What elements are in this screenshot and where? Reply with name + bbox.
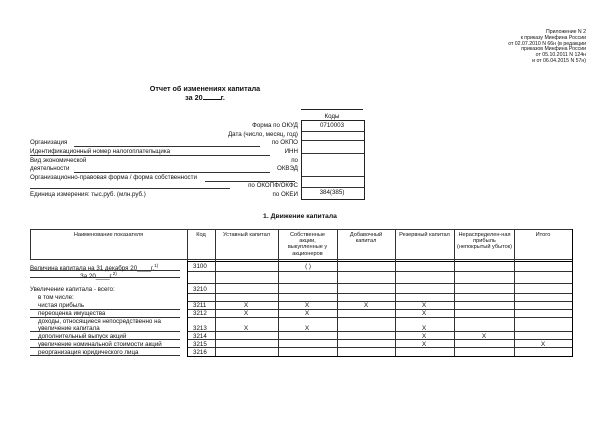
col-header-total: Итого [535, 232, 551, 238]
cell-mark: X [421, 310, 427, 317]
okud-code: 0710003 [319, 122, 345, 129]
appendix-line: от 02.07.2010 N 66н (в редакции [508, 40, 586, 47]
cell-mark: X [481, 333, 487, 340]
okud-label: Форма по ОКУД [252, 122, 298, 129]
cell-mark: X [243, 325, 249, 332]
row-label: доходы, относящиеся непосредственно на [38, 318, 161, 325]
row-label: За 20____г.$^{2)}$ [80, 271, 117, 281]
row-code: 3211 [193, 302, 207, 309]
section-title: 1. Движение капитала [263, 213, 337, 220]
col-header-charter: Уставный капитал [222, 232, 271, 238]
appendix-line: от 05.10.2011 N 124н [535, 52, 586, 59]
codes-header: Коды [324, 113, 340, 120]
appendix-note [480, 30, 586, 65]
activity-label-2: деятельности [30, 165, 70, 172]
row-code: 3214 [193, 333, 207, 340]
okved-label: ОКВЭД [277, 165, 298, 172]
report-title [120, 84, 290, 102]
activity-po-label: по [291, 157, 298, 164]
row-label: Увеличение капитала - всего: [30, 286, 115, 293]
cell-mark: X [243, 310, 249, 317]
cell-mark: X [243, 302, 249, 309]
inn-short-label: ИНН [284, 148, 298, 155]
inn-label: Идентификационный номер налогоплательщика [30, 148, 171, 155]
own-shares-paren: ( ) [305, 263, 311, 270]
row-label: реорганизация юридического лица [38, 349, 139, 356]
col-header-retained: Нераспределен-ная прибыль (непокрытый убыток) [456, 232, 513, 251]
row-code: 3216 [193, 349, 207, 356]
col-header-reserve: Резервный капитал [399, 232, 450, 238]
cell-mark: X [304, 325, 310, 332]
codes-box [301, 120, 365, 200]
cell-mark: X [363, 302, 369, 309]
report-title-line1: Отчет об изменениях капитала [149, 84, 261, 93]
appendix-line: и от 06.04.2015 N 57н) [532, 57, 586, 64]
row-label: переоценка имущества [38, 310, 106, 317]
row-code: 3100 [193, 263, 207, 270]
appendix-line: Приложение N 2 [546, 29, 586, 35]
row-code: 3212 [193, 310, 207, 317]
appendix-line: к приказу Минфина России [520, 34, 586, 41]
okei-label: по ОКЕИ [272, 191, 298, 198]
date-label: Дата (число, месяц, год) [227, 131, 298, 138]
okpo-label: по ОКПО [271, 139, 298, 146]
okopf-label: по ОКОПФ/ОКФС [248, 182, 298, 189]
cell-mark: X [421, 333, 427, 340]
appendix-line: приказов Минфина России [521, 46, 586, 53]
row-label: чистая прибыль [38, 302, 85, 309]
row-label: дополнительный выпуск акций [38, 333, 127, 340]
activity-label: Вид экономической [30, 157, 87, 164]
year-blank[interactable] [203, 93, 221, 100]
org-label: Организация [30, 139, 68, 146]
row-code: 3215 [193, 341, 207, 348]
col-header-own-shares: Собственные акции, выкупленные у акционеров [287, 232, 328, 257]
cell-mark: X [421, 325, 427, 332]
row-code: 3213 [193, 325, 207, 332]
row-code: 3210 [193, 286, 207, 293]
unit-label: Единица измерения: тыс.руб. (млн.руб.) [30, 191, 146, 198]
col-header-name: Наименование показателя [73, 232, 144, 238]
cell-mark: X [304, 302, 310, 309]
legal-form-label: Организационно-правовая форма / форма собственности [30, 174, 197, 181]
col-header-additional: Добавочный капитал [349, 232, 383, 245]
row-label: увеличение номинальной стоимости акций [38, 341, 162, 348]
cell-mark: X [421, 341, 427, 348]
row-label: в том числе: [38, 294, 74, 301]
row-label: увеличение капитала [38, 325, 100, 332]
cell-mark: X [421, 302, 427, 309]
cell-mark: X [304, 310, 310, 317]
cell-mark: X [540, 341, 546, 348]
col-header-code: Код [196, 232, 206, 238]
row-label: Величина капитала на 31 декабря 20____г.$^{1)}$ [30, 263, 159, 273]
report-title-line2: за 20 г. [185, 93, 225, 102]
okei-code: 384(385) [319, 189, 345, 196]
